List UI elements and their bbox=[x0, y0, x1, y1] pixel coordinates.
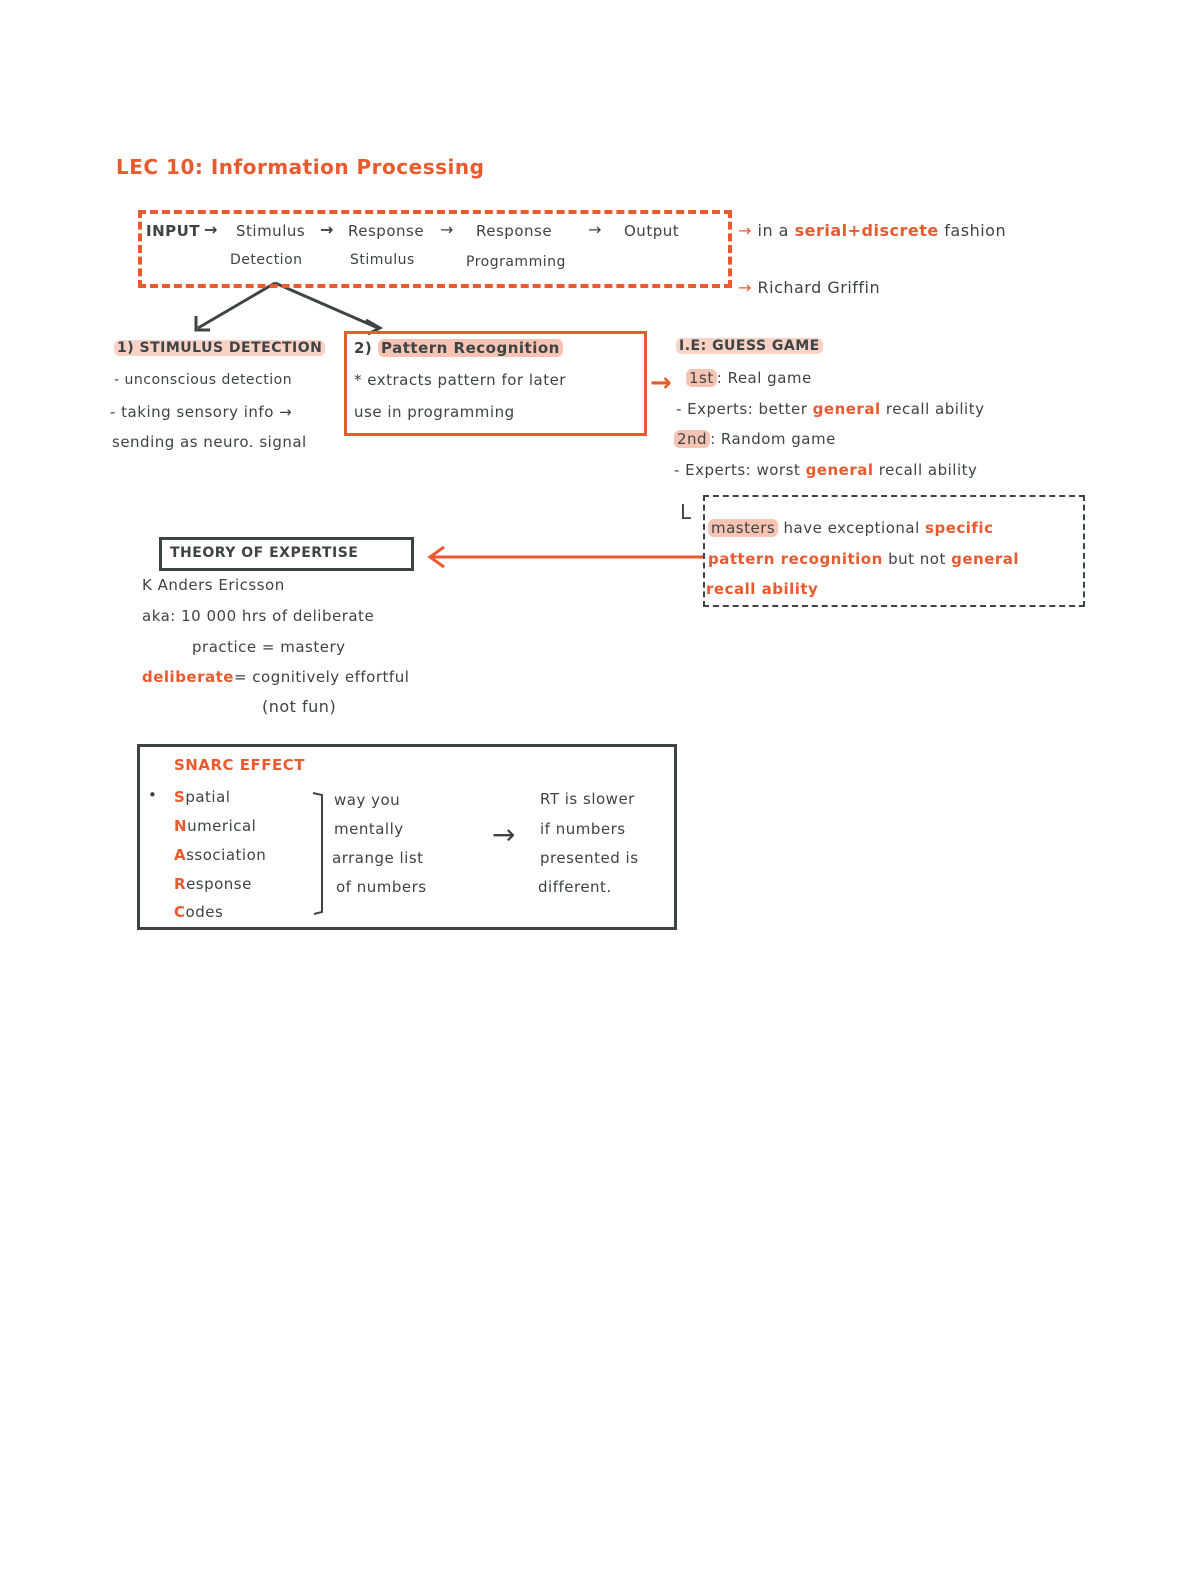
snarc-letter-c: Codes bbox=[174, 903, 224, 921]
guess-line-3: 2nd : Random game bbox=[674, 430, 836, 448]
snarc-right-2: if numbers bbox=[540, 820, 626, 838]
flow-response-1: Response bbox=[348, 222, 425, 240]
snarc-bullet: • bbox=[148, 786, 158, 804]
stimulus-line-2: - taking sensory info → bbox=[110, 403, 293, 421]
guess-heading: I.E: GUESS GAME bbox=[676, 338, 823, 354]
expertise-line-1: K Anders Ericsson bbox=[142, 576, 285, 594]
pattern-heading-num: 2) bbox=[354, 339, 373, 357]
branch-arrow-right bbox=[275, 283, 378, 328]
flow-stimulus: Stimulus bbox=[236, 222, 306, 240]
side-line1-post: fashion bbox=[944, 221, 1007, 240]
pattern-heading-text: Pattern Recognition bbox=[378, 339, 563, 357]
side-richard-griffin: Richard Griffin bbox=[757, 278, 881, 297]
snarc-letter-s: Spatial bbox=[174, 788, 231, 806]
snarc-letter-n: Numerical bbox=[174, 817, 257, 835]
snarc-arrow: → bbox=[492, 818, 516, 851]
side-discrete: discrete bbox=[861, 221, 939, 240]
masters-line-1: masters have exceptional specific bbox=[708, 519, 993, 537]
flow-sub-stimulus: Stimulus bbox=[350, 252, 415, 268]
expertise-line-2: aka: 10 000 hrs of deliberate bbox=[142, 607, 375, 625]
flow-arrow-4: → bbox=[588, 220, 602, 239]
side-arrow-1: → bbox=[738, 221, 752, 240]
flow-arrow-3: → bbox=[440, 220, 454, 239]
masters-line-2: pattern recognition but not general bbox=[708, 550, 1020, 568]
page-title: LEC 10: Information Processing bbox=[116, 155, 485, 179]
expertise-line-3: practice = mastery bbox=[192, 638, 346, 656]
branch-arrow-left-head bbox=[196, 316, 210, 330]
side-line-2 bbox=[738, 278, 880, 297]
guess-tag-1st: 1st bbox=[686, 369, 717, 387]
flow-response-2: Response bbox=[476, 222, 553, 240]
stimulus-line-1: - unconscious detection bbox=[114, 372, 293, 388]
expertise-arrow-head bbox=[430, 547, 444, 567]
masters-line-3: recall ability bbox=[706, 580, 819, 598]
guess-general-1: general bbox=[812, 400, 881, 418]
guess-bracket: L bbox=[680, 500, 692, 524]
snarc-letter-a: Association bbox=[174, 846, 267, 864]
snarc-right-1: RT is slower bbox=[540, 790, 635, 808]
snarc-mid-4: of numbers bbox=[336, 878, 427, 896]
pattern-line-1: * extracts pattern for later bbox=[354, 371, 566, 389]
guess-arrow: → bbox=[650, 368, 673, 398]
expertise-line-5: (not fun) bbox=[262, 697, 337, 716]
side-arrow-2: → bbox=[738, 278, 752, 297]
snarc-heading: SNARC EFFECT bbox=[174, 756, 305, 774]
snarc-mid-3: arrange list bbox=[332, 849, 424, 867]
guess-tag-2nd: 2nd bbox=[674, 430, 710, 448]
guess-general-2: general bbox=[805, 461, 874, 479]
pattern-line-2: use in programming bbox=[354, 403, 515, 421]
flow-sub-programming: Programming bbox=[466, 254, 566, 270]
guess-line-4: - Experts: worst general recall ability bbox=[674, 461, 978, 479]
pattern-heading bbox=[354, 339, 563, 357]
flow-arrow-1: → bbox=[204, 220, 218, 239]
snarc-mid-1: way you bbox=[334, 791, 401, 809]
snarc-letter-r: Response bbox=[174, 875, 252, 893]
snarc-right-3: presented is bbox=[540, 849, 639, 867]
guess-line-1: 1st : Real game bbox=[686, 369, 812, 387]
expertise-deliberate: deliberate bbox=[142, 668, 234, 686]
flow-arrow-2: → bbox=[320, 220, 334, 239]
branch-arrow-left bbox=[198, 283, 275, 328]
snarc-mid-2: mentally bbox=[334, 820, 404, 838]
guess-line-2: - Experts: better general recall ability bbox=[676, 400, 985, 418]
stimulus-line-3: sending as neuro. signal bbox=[112, 433, 307, 451]
flow-sub-detection: Detection bbox=[230, 252, 303, 268]
expertise-line-4: deliberate= cognitively effortful bbox=[142, 668, 410, 686]
snarc-right-4: different. bbox=[538, 878, 612, 896]
side-line-1 bbox=[738, 221, 1006, 240]
flow-output: Output bbox=[624, 222, 680, 240]
side-plus: + bbox=[847, 221, 862, 240]
flow-input: INPUT bbox=[146, 222, 201, 240]
side-line1-pre: in a bbox=[757, 221, 789, 240]
stimulus-detection-heading: 1) STIMULUS DETECTION bbox=[114, 340, 325, 356]
expertise-heading: THEORY OF EXPERTISE bbox=[170, 545, 359, 561]
side-serial: serial bbox=[794, 221, 848, 240]
